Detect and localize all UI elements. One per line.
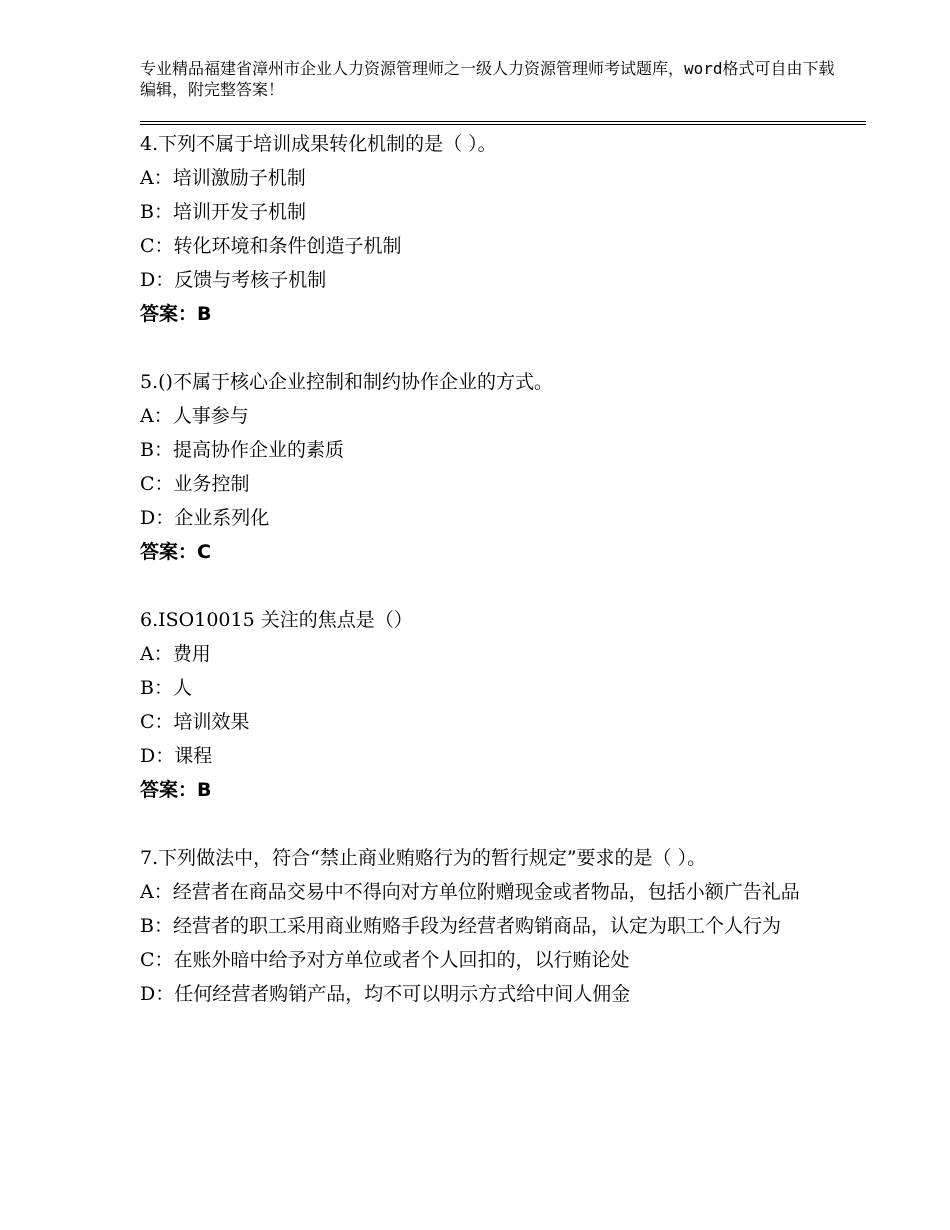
- option-d: D：反馈与考核子机制: [140, 269, 327, 291]
- header-divider-top: [140, 121, 866, 122]
- question-5: [140, 365, 820, 569]
- option-a: A：经营者在商品交易中不得向对方单位附赠现金或者物品，包括小额广告礼品: [140, 881, 800, 903]
- option-c: C：培训效果: [140, 711, 250, 733]
- option-c: C：在账外暗中给予对方单位或者个人回扣的，以行贿论处: [140, 949, 630, 971]
- option-d: D：任何经营者购销产品，均不可以明示方式给中间人佣金: [140, 983, 631, 1005]
- header-divider-bottom: [140, 124, 866, 125]
- question-4: [140, 127, 820, 331]
- question-stem: 7.下列做法中，符合“禁止商业贿赂行为的暂行规定”要求的是（ ）。: [140, 847, 707, 869]
- question-7: [140, 841, 820, 1011]
- answer: 答案：C: [140, 541, 211, 563]
- question-stem: 4.下列不属于培训成果转化机制的是（ ）。: [140, 133, 497, 155]
- answer: 答案：B: [140, 303, 212, 325]
- option-a: A：人事参与: [140, 405, 249, 427]
- document-header: 专业精品福建省漳州市企业人力资源管理师之一级人力资源管理师考试题库，word格式可自由下载编辑，附完整答案！: [140, 59, 835, 99]
- question-6: [140, 603, 820, 807]
- option-b: B：提高协作企业的素质: [140, 439, 344, 461]
- option-b: B：培训开发子机制: [140, 201, 306, 223]
- question-stem: 6.ISO10015 关注的焦点是（）: [140, 609, 413, 631]
- option-c: C：转化环境和条件创造子机制: [140, 235, 402, 257]
- option-b: B：人: [140, 677, 192, 699]
- option-d: D：企业系列化: [140, 507, 270, 529]
- option-c: C：业务控制: [140, 473, 250, 495]
- question-stem: 5.()不属于核心企业控制和制约协作企业的方式。: [140, 371, 553, 393]
- option-a: A：培训激励子机制: [140, 167, 306, 189]
- option-d: D：课程: [140, 745, 213, 767]
- answer: 答案：B: [140, 779, 212, 801]
- option-b: B：经营者的职工采用商业贿赂手段为经营者购销商品，认定为职工个人行为: [140, 915, 781, 937]
- question-list: [140, 127, 820, 1045]
- option-a: A：费用: [140, 643, 211, 665]
